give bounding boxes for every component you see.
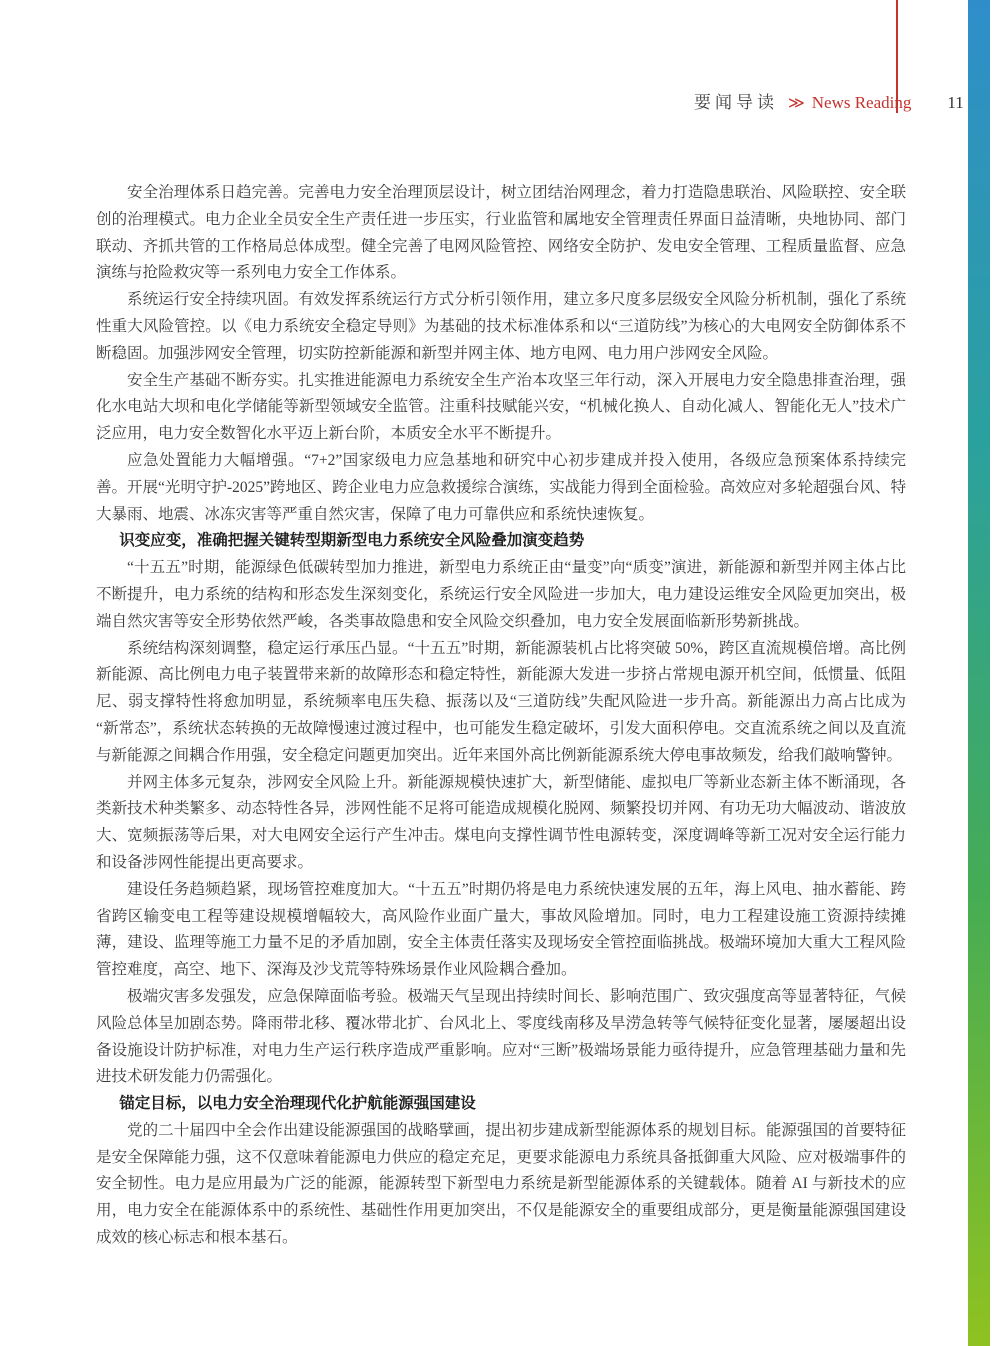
section-title-cn: 要闻导读	[694, 93, 778, 112]
paragraph: 并网主体多元复杂，涉网安全风险上升。新能源规模快速扩大，新型储能、虚拟电厂等新业态新主体不断涌现，各类新技术种类繁多、动态特性各异，涉网性能不足将可能造成规模化脱网、频繁投切并网、有功无功大幅波动、谐波放大、宽频振荡等后果，对大电网安全运行产生冲击。煤电向支撑性调节性电源转变，深度调峰等新工况对安全运行能力和设备涉网性能提出更高要求。	[96, 773, 906, 871]
section-title-en: News Reading	[811, 93, 912, 112]
page-header	[694, 88, 964, 113]
paragraph: 应急处置能力大幅增强。“7+2”国家级电力应急基地和研究中心初步建成并投入使用，各级应急预案体系持续完善。开展“光明守护-2025”跨地区、跨企业电力应急救援综合演练，实战能力得到全面检验。高效应对多轮超强台风、特大暴雨、地震、冰冻灾害等严重自然灾害，保障了电力可靠供应和系统快速恢复。	[96, 451, 906, 523]
double-chevron-icon: ≫	[788, 95, 805, 112]
paragraph: 安全生产基础不断夯实。扎实推进能源电力系统安全生产治本攻坚三年行动，深入开展电力安全隐患排查治理，强化水电站大坝和电化学储能等新型领域安全监管。注重科技赋能兴安，“机械化换人、自动化减人、智能化无人”技术广泛应用，电力安全数智化水平迈上新台阶，本质安全水平不断提升。	[96, 371, 906, 443]
paragraph: 系统结构深刻调整，稳定运行承压凸显。“十五五”时期，新能源装机占比将突破 50%，跨区直流规模倍增。高比例新能源、高比例电力电子装置带来新的故障形态和稳定特性，新能源大发进一步挤占常规电源开机空间，低惯量、低阻尼、弱支撑特性将愈加明显，系统频率电压失稳、振荡以及“三道防线”失配风险进一步升高。新能源出力高占比成为“新常态”，系统状态转换的无故障慢速过渡过程中，也可能发生稳定破坏，引发大面积停电。交直流系统之间以及直流与新能源之间耦合作用强，安全稳定问题更加突出。近年来国外高比例新能源系统大停电事故频发，给我们敲响警钟。	[96, 639, 906, 764]
article-body	[96, 180, 906, 1252]
paragraph: 安全治理体系日趋完善。完善电力安全治理顶层设计，树立团结治网理念，着力打造隐患联治、风险联控、安全联创的治理模式。电力企业全员安全生产责任进一步压实，行业监管和属地安全管理责任界面日益清晰，央地协同、部门联动、齐抓共管的工作格局总体成型。健全完善了电网风险管控、网络安全防护、发电安全管理、工程质量监督、应急演练与抢险救灾等一系列电力安全工作体系。	[96, 184, 906, 282]
paragraph: “十五五”时期，能源绿色低碳转型加力推进，新型电力系统正由“量变”向“质变”演进，新能源和新型并网主体占比不断提升，电力系统的结构和形态发生深刻变化，系统运行安全风险进一步加大，电力建设运维安全风险更加突出，极端自然灾害等安全形势依然严峻，各类事故隐患和安全风险交织叠加，电力安全发展面临新形势新挑战。	[96, 559, 906, 630]
paragraph: 党的二十届四中全会作出建设能源强国的战略擘画，提出初步建成新型能源体系的规划目标。能源强国的首要特征是安全保障能力强，这不仅意味着能源电力供应的稳定充足，更要求能源电力系统具备抵御重大风险、应对极端事件的安全韧性。电力是应用最为广泛的能源，能源转型下新型电力系统是新型能源体系的关键载体。随着 AI 与新技术的应用，电力安全在能源体系中的系统性、基础性作用更加突出，不仅是能源安全的重要组成部分，更是衡量能源强国建设成效的核心标志和根本基石。	[96, 1121, 906, 1247]
paragraph: 建设任务趋频趋紧，现场管控难度加大。“十五五”时期仍将是电力系统快速发展的五年，海上风电、抽水蓄能、跨省跨区输变电工程等建设规模增幅较大，高风险作业面广量大，事故风险增加。同时，电力工程建设施工资源持续摊薄，建设、监理等施工力量不足的矛盾加剧，安全主体责任落实及现场安全管控面临挑战。极端环境加大重大工程风险管控难度，高空、地下、深海及沙戈荒等特殊场景作业风险耦合叠加。	[96, 880, 906, 979]
section-heading: 锚定目标，以电力安全治理现代化护航能源强国建设	[119, 1095, 476, 1113]
paragraph: 极端灾害多发强发，应急保障面临考验。极端天气呈现出持续时间长、影响范围广、致灾强度高等显著特征，气候风险总体呈加剧态势。降雨带北移、覆冰带北扩、台风北上、零度线南移及旱涝急转等气候特征变化显著，屡屡超出设备设施设计防护标准，对电力生产运行秩序造成严重影响。应对“三断”极端场景能力亟待提升，应急管理基础力量和先进技术研发能力仍需强化。	[96, 987, 906, 1086]
page-number: 11	[947, 93, 964, 112]
section-heading: 识变应变，准确把握关键转型期新型电力系统安全风险叠加演变趋势	[119, 532, 585, 550]
gradient-edge-bar	[968, 0, 990, 1346]
paragraph: 系统运行安全持续巩固。有效发挥系统运行方式分析引领作用，建立多尺度多层级安全风险分析机制，强化了系统性重大风险管控。以《电力系统安全稳定导则》为基础的技术标准体系和以“三道防线”为核心的大电网安全防御体系不断稳固。加强涉网安全管理，切实防控新能源和新型并网主体、地方电网、电力用户涉网安全风险。	[96, 291, 906, 362]
